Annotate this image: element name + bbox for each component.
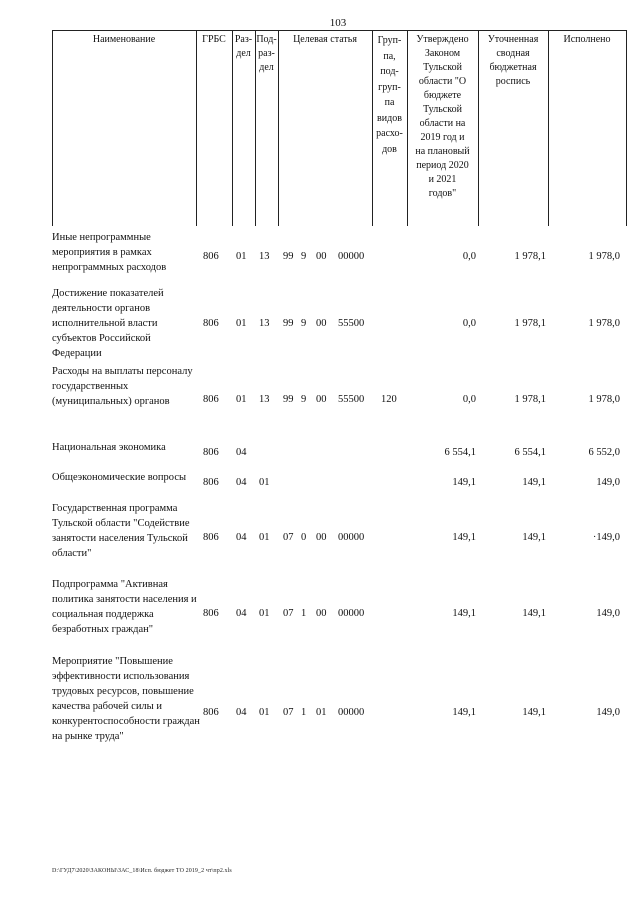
cell-refined: 1 978,1 [514,394,546,405]
row-name: Расходы на выплаты персоналу государственных (муниципальных) органов [52,366,193,407]
cell-refined: 149,1 [522,477,546,488]
cell-grbs: 806 [203,532,219,543]
cell-grbs: 806 [203,707,219,718]
cell-t3: 00 [316,251,327,262]
cell-executed: 149,0 [596,608,620,619]
cell-t2: 0 [301,532,307,543]
col-header-razdel: Раз- дел [234,34,253,59]
row-name: Общеэкономические вопросы [52,472,187,483]
row-name: Национальная экономика [52,442,166,453]
cell-t2: 9 [301,251,307,262]
cell-t4: 00000 [338,707,365,718]
cell-t4: 55500 [338,318,365,329]
footer-file-path: D:\ГУД7\2020\ЗАКОНЫ\ЗАС_18\Исп. бюджет ТО 2019_2 чт\пр2.xls [52,868,232,874]
cell-rz: 04 [236,532,247,543]
cell-approved: 6 554,1 [444,447,476,458]
cell-t3: 00 [316,532,327,543]
cell-refined: 1 978,1 [514,251,546,262]
cell-rz: 04 [236,447,247,458]
cell-pr: 01 [259,608,270,619]
cell-pr: 01 [259,477,270,488]
cell-t2: 9 [301,394,307,405]
cell-t1: 07 [283,608,294,619]
col-header-name: Наименование [92,34,156,45]
cell-t3: 00 [316,318,327,329]
col-header-target: Целевая статья [293,34,357,45]
cell-t4: 00000 [338,532,365,543]
cell-vr: 120 [381,394,397,405]
col-header-group: Груп- па, под- груп- па видов расхо- дов [376,35,403,155]
cell-refined: 149,1 [522,707,546,718]
cell-refined: 1 978,1 [514,318,546,329]
cell-rz: 04 [236,608,247,619]
table-header [52,30,626,226]
cell-executed: 1 978,0 [588,251,620,262]
cell-executed: 149,0 [596,477,620,488]
cell-t2: 1 [301,707,307,718]
row-name: Государственная программа Тульской области "Содействие занятости населения Тульской области" [52,503,190,559]
cell-t3: 00 [316,608,327,619]
col-header-refined: Уточненная сводная бюджетная роспись [487,34,539,87]
cell-t4: 55500 [338,394,365,405]
cell-refined: 149,1 [522,608,546,619]
cell-pr: 01 [259,532,270,543]
cell-t1: 99 [283,318,294,329]
cell-approved: 149,1 [452,477,476,488]
cell-grbs: 806 [203,608,219,619]
row-name: Мероприятие "Повышение эффективности использования трудовых ресурсов, повышение качества рабочей силы и конкурентоспособности граждан на рынке труда" [52,656,200,742]
cell-refined: 6 554,1 [514,447,546,458]
cell-t1: 99 [283,251,294,262]
cell-pr: 13 [259,318,270,329]
row-name: Достижение показателей деятельности органов исполнительной власти субъектов Российской Федерации [52,288,164,359]
cell-executed: ·149,0 [592,532,620,543]
cell-approved: 0,0 [462,251,476,262]
cell-approved: 149,1 [452,707,476,718]
cell-grbs: 806 [203,477,219,488]
cell-t3: 01 [316,707,327,718]
row-name: Иные непрограммные мероприятия в рамках непрограммных расходов [52,232,167,273]
cell-t4: 00000 [338,251,365,262]
cell-t1: 99 [283,394,294,405]
cell-t2: 9 [301,318,307,329]
cell-t3: 00 [316,394,327,405]
cell-approved: 0,0 [462,318,476,329]
cell-grbs: 806 [203,251,219,262]
cell-rz: 01 [236,251,247,262]
col-header-podrazdel: Под- раз- дел [256,34,277,73]
cell-pr: 13 [259,251,270,262]
cell-grbs: 806 [203,447,219,458]
cell-approved: 0,0 [462,394,476,405]
cell-t1: 07 [283,532,294,543]
cell-pr: 13 [259,394,270,405]
cell-grbs: 806 [203,318,219,329]
cell-pr: 01 [259,707,270,718]
cell-approved: 149,1 [452,532,476,543]
row-name: Подпрограмма "Активная политика занятости населения и социальная поддержка безработных граждан" [52,579,197,635]
page-number: 103 [329,17,347,29]
cell-rz: 04 [236,477,247,488]
col-header-grbs: ГРБС [202,34,226,45]
cell-t4: 00000 [338,608,365,619]
cell-approved: 149,1 [452,608,476,619]
cell-t2: 1 [301,608,307,619]
cell-refined: 149,1 [522,532,546,543]
header-divider [626,30,627,226]
cell-grbs: 806 [203,394,219,405]
cell-executed: 1 978,0 [588,318,620,329]
cell-t1: 07 [283,707,294,718]
cell-executed: 1 978,0 [588,394,620,405]
cell-rz: 04 [236,707,247,718]
col-header-executed: Исполнено [563,34,611,45]
cell-rz: 01 [236,318,247,329]
cell-executed: 149,0 [596,707,620,718]
col-header-approved: Утверждено Законом Тульской области "О бюджете Тульской области на 2019 год и на плановый период 2020 и 2021 годов" [415,34,470,199]
cell-executed: 6 552,0 [588,447,620,458]
cell-rz: 01 [236,394,247,405]
